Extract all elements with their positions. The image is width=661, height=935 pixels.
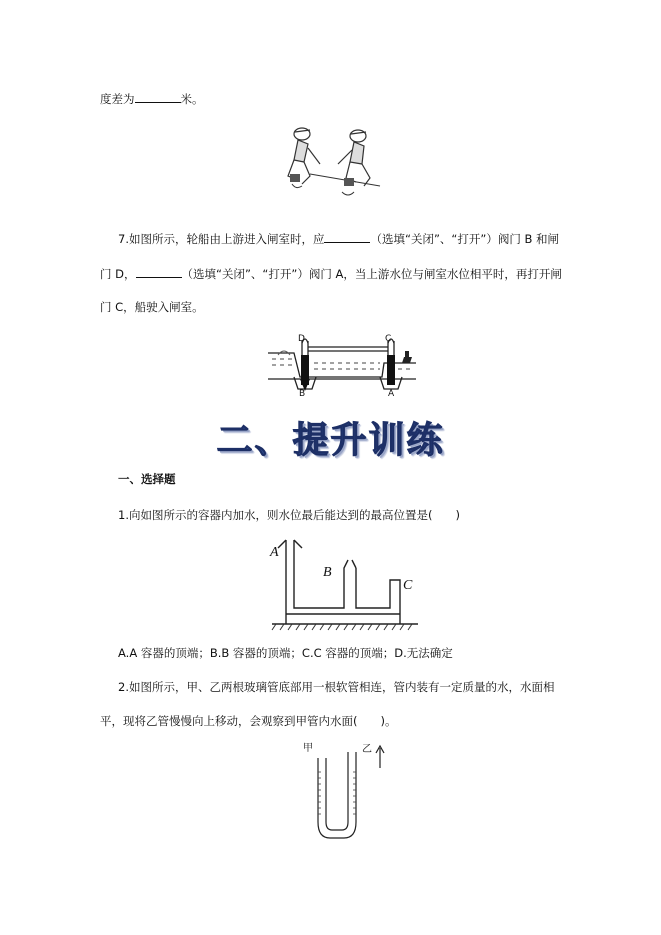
- q6-tail-post: 米。: [180, 92, 204, 106]
- lock-label-d: D: [298, 334, 305, 344]
- q6-tail-pre: 度差为: [100, 92, 135, 106]
- children-rope-figure: [280, 124, 390, 206]
- q1-stem: 1.向如图所示的容器内加水，则水位最后能达到的最高位置是( ): [118, 508, 460, 522]
- q7-line2-post: （选填“关闭”、“打开”）阀门 A，当上游水位与闸室水位相平时，再打开闸: [181, 267, 562, 281]
- subsection-title: 一、选择题: [118, 472, 176, 486]
- q7-answer-blank-2[interactable]: [136, 265, 182, 278]
- q6-tail: [100, 90, 204, 107]
- q7-line1-post: （选填“关闭”、“打开”）阀门 B 和闸: [370, 232, 560, 246]
- q1-label-b: B: [323, 565, 332, 580]
- q1-label-a: A: [270, 545, 279, 560]
- q2-line-1: 2.如图所示，甲、乙两根玻璃管底部用一根软管相连，管内装有一定质量的水，水面相: [118, 680, 555, 694]
- q7-line-1: [118, 230, 559, 247]
- q7-line1-pre: 7.如图所示，轮船由上游进入闸室时，应: [118, 232, 325, 246]
- q1-options: A.A 容器的顶端；B.B 容器的顶端；C.C 容器的顶端；D.无法确定: [118, 646, 453, 660]
- lock-label-a: A: [388, 389, 395, 399]
- q2-line-2: 平，现将乙管慢慢向上移动，会观察到甲管内水面( )。: [100, 714, 397, 728]
- q7-line-3: 门 C，船驶入闸室。: [100, 300, 204, 314]
- q6-answer-blank[interactable]: [135, 90, 181, 103]
- q7-line2-pre: 门 D，: [100, 267, 136, 281]
- ship-lock-figure: [264, 333, 420, 401]
- lock-label-c: C: [385, 334, 392, 344]
- q2-u-tube-figure: [306, 742, 396, 842]
- q2-label-yi: 乙: [362, 744, 372, 755]
- q2-label-jia: 甲: [303, 743, 313, 754]
- q7-line-2: [100, 265, 562, 282]
- lock-label-b: B: [299, 389, 306, 399]
- section-heading: 二、提升训练: [216, 420, 445, 461]
- q7-answer-blank-1[interactable]: [324, 230, 370, 243]
- q1-label-c: C: [403, 578, 413, 593]
